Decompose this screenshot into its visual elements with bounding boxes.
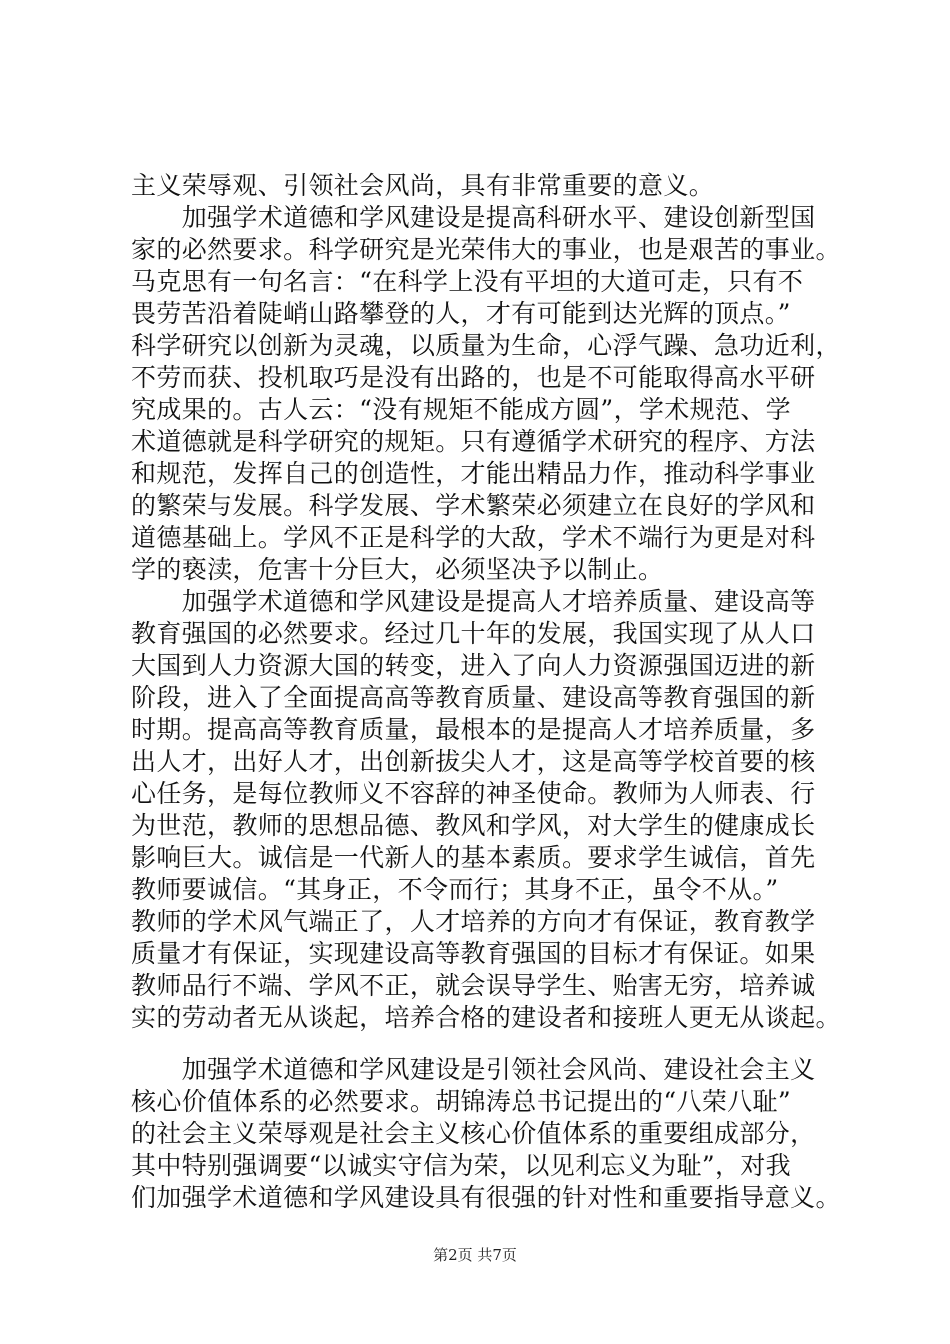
text-line: 术道德就是科学研究的规矩。只有遵循学术研究的程序、方法: [131, 427, 816, 456]
text-line: 主义荣辱观、引领社会风尚，具有非常重要的意义。: [131, 171, 715, 200]
text-line: 大国到人力资源大国的转变，进入了向人力资源强国迈进的新: [131, 651, 816, 680]
text-line: 实的劳动者无从谈起，培养合格的建设者和接班人更无从谈起。: [131, 1003, 841, 1032]
text-line: 核心价值体系的必然要求。胡锦涛总书记提出的“八荣八耻”: [131, 1087, 792, 1116]
text-line: 家的必然要求。科学研究是光荣伟大的事业，也是艰苦的事业。: [131, 235, 841, 264]
text-line: 教育强国的必然要求。经过几十年的发展，我国实现了从人口: [131, 619, 816, 648]
text-line: 科学研究以创新为灵魂，以质量为生命，心浮气躁、急功近利，: [131, 331, 841, 360]
text-line: 心任务，是每位教师义不容辞的神圣使命。教师为人师表、行: [131, 779, 816, 808]
document-body: [131, 170, 841, 1214]
text-line: 为世范，教师的思想品德、教风和学风，对大学生的健康成长: [131, 811, 816, 840]
paragraph-start-line: 加强学术道德和学风建设是提高科研水平、建设创新型国: [131, 203, 816, 232]
paragraph-start-line: 加强学术道德和学风建设是提高人才培养质量、建设高等: [131, 587, 816, 616]
text-line: 的繁荣与发展。科学发展、学术繁荣必须建立在良好的学风和: [131, 491, 816, 520]
text-line: 出人才，出好人才，出创新拔尖人才，这是高等学校首要的核: [131, 747, 816, 776]
text-line: 教师要诚信。“其身正，不令而行；其身不正，虽令不从。”: [131, 875, 779, 904]
text-line: 教师的学术风气端正了，人才培养的方向才有保证，教育教学: [131, 907, 816, 936]
text-line: 影响巨大。诚信是一代新人的基本素质。要求学生诚信，首先: [131, 843, 816, 872]
text-line: 畏劳苦沿着陡峭山路攀登的人，才有可能到达光辉的顶点。”: [131, 299, 791, 328]
text-line: 学的亵渎，危害十分巨大，必须坚决予以制止。: [131, 555, 664, 584]
text-line: 其中特别强调要“以诚实守信为荣，以见利忘义为耻”，对我: [131, 1151, 792, 1180]
text-line: 教师品行不端、学风不正，就会误导学生、贻害无穷，培养诚: [131, 971, 816, 1000]
text-line: 马克思有一句名言：“在科学上没有平坦的大道可走，只有不: [131, 267, 804, 296]
text-line: 不劳而获、投机取巧是没有出路的，也是不可能取得高水平研: [131, 363, 816, 392]
text-line: 阶段，进入了全面提高高等教育质量、建设高等教育强国的新: [131, 683, 816, 712]
text-line: 究成果的。古人云：“没有规矩不能成方圆”，学术规范、学: [131, 395, 792, 424]
paragraph-start-line: 加强学术道德和学风建设是引领社会风尚、建设社会主义: [131, 1055, 816, 1084]
text-line: 质量才有保证，实现建设高等教育强国的目标才有保证。如果: [131, 939, 816, 968]
text-line: 们加强学术道德和学风建设具有很强的针对性和重要指导意义。: [131, 1183, 841, 1212]
page-number-footer: 第2页 共7页: [433, 1246, 517, 1264]
text-line: 的社会主义荣辱观是社会主义核心价值体系的重要组成部分，: [131, 1119, 816, 1148]
text-line: 道德基础上。学风不正是科学的大敌，学术不端行为更是对科: [131, 523, 816, 552]
text-line: 和规范，发挥自己的创造性，才能出精品力作，推动科学事业: [131, 459, 816, 488]
text-line: 时期。提高高等教育质量，最根本的是提高人才培养质量，多: [131, 715, 816, 744]
paragraph-gap: [131, 1034, 841, 1054]
